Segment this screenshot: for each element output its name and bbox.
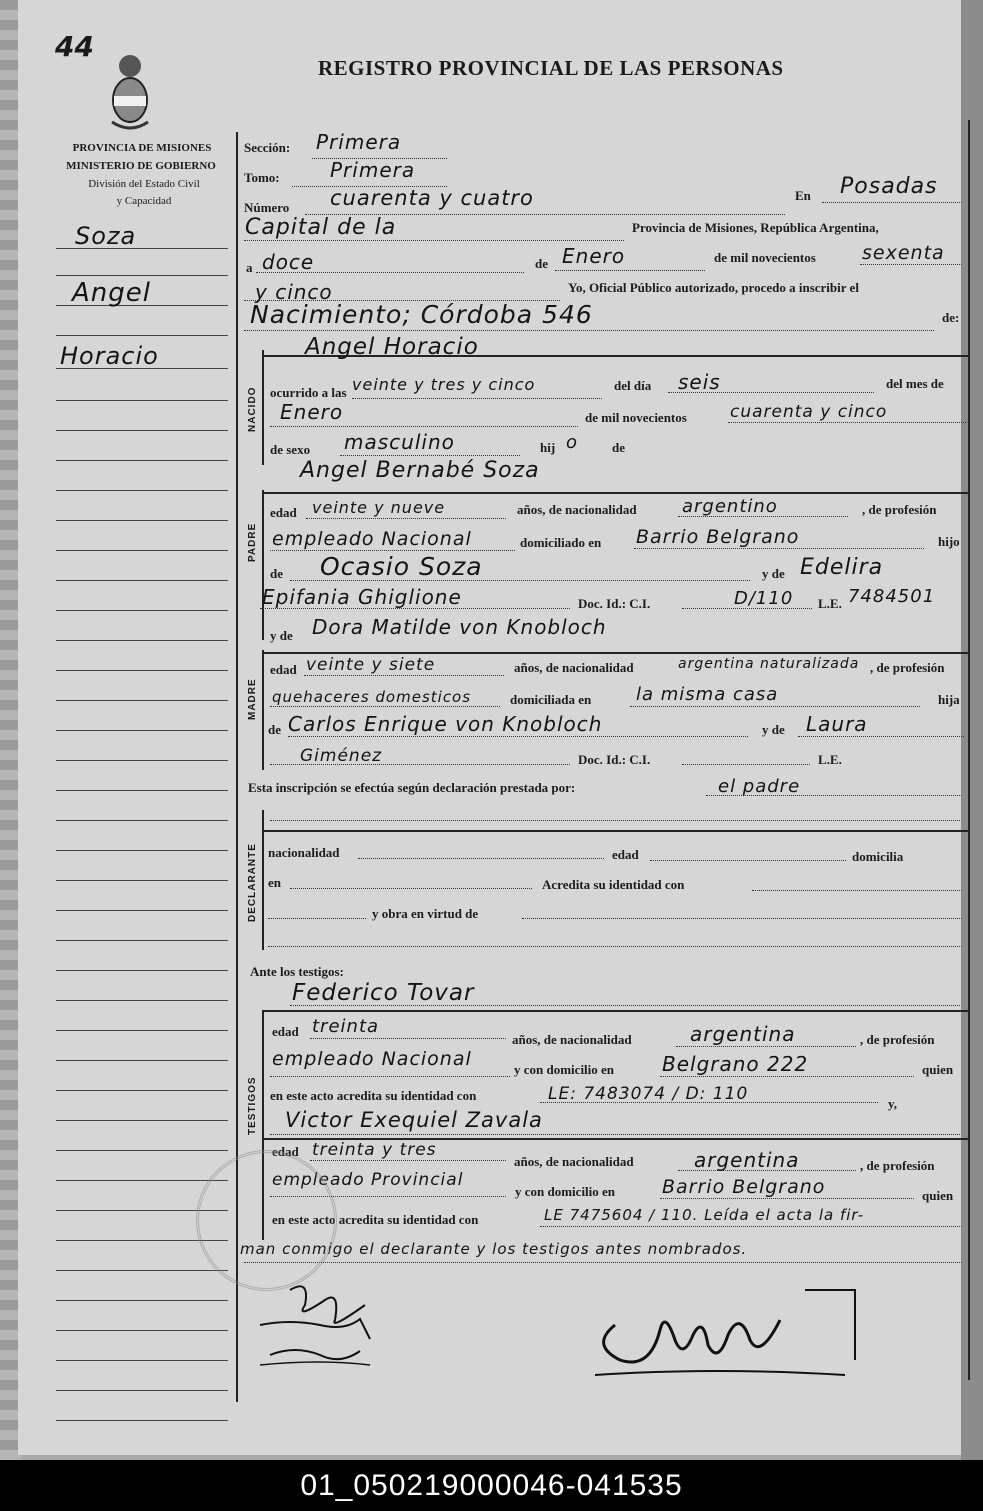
agency-line-2: MINISTERIO DE GOBIERNO: [66, 160, 216, 172]
label-hijo: hijo: [938, 534, 960, 549]
label-madre-nac: años, de nacionalidad: [514, 660, 634, 675]
value-t2-dom: Barrio Belgrano: [662, 1176, 826, 1198]
nacido-bracket: [262, 350, 264, 465]
section-madre: MADRE: [247, 678, 258, 720]
label-en-decl: en: [268, 875, 281, 890]
label-t2-prof: , de profesión: [860, 1158, 935, 1173]
label-y-de: y de: [762, 566, 785, 581]
value-mes: Enero: [562, 244, 626, 268]
value-cierre: man conmigo el declarante y los testigos antes nombrados.: [240, 1240, 748, 1258]
label-t2-edad: edad: [272, 1144, 299, 1159]
label-t1-quien: quien: [922, 1062, 954, 1077]
label-y-de-m: y de: [762, 722, 785, 737]
label-obra: y obra en virtud de: [372, 906, 479, 921]
value-numero: cuarenta y cuatro: [330, 186, 534, 210]
label-le-madre: L.E.: [818, 752, 842, 767]
value-testigo-2: Victor Exequiel Zavala: [285, 1108, 543, 1132]
label-y-de-madre: y de: [270, 628, 293, 643]
value-ano-nac: cuarenta y cinco: [730, 402, 888, 422]
value-hij: o: [566, 432, 579, 453]
value-mes-nac: Enero: [280, 400, 344, 424]
value-padre-prof: empleado Nacional: [272, 528, 472, 550]
value-padre-dom: Barrio Belgrano: [636, 526, 800, 548]
right-page-edge: [961, 0, 983, 1460]
value-ano: sexenta: [862, 242, 945, 264]
value-testigo-1: Federico Tovar: [292, 980, 475, 1006]
agency-line-3: División del Estado Civil: [88, 178, 200, 190]
value-padre-le: 7484501: [848, 586, 936, 607]
label-de-mil: de mil novecientos: [714, 250, 816, 265]
label-ocurrido: ocurrido a las: [270, 385, 347, 400]
label-testigos: Ante los testigos:: [250, 964, 344, 979]
value-madre-prof: quehaceres domesticos: [272, 688, 472, 706]
label-de-mil-2: de mil novecientos: [585, 410, 687, 425]
label-numero: Número: [244, 200, 290, 215]
value-t2-doc: LE 7475604 / 110. Leída el acta la fir-: [544, 1206, 865, 1224]
value-capital: Capital de la: [245, 215, 397, 240]
value-ano-cont: y cinco: [255, 280, 333, 304]
label-doc-madre: Doc. Id.: C.I.: [578, 752, 651, 767]
label-t1-edad: edad: [272, 1024, 299, 1039]
divider-5: [262, 1010, 968, 1012]
signature-official: [585, 1275, 865, 1390]
label-de: de: [535, 256, 548, 271]
divider-3: [262, 652, 968, 654]
agency-line-4: y Capacidad: [116, 195, 172, 207]
page-number: 44: [55, 30, 94, 63]
madre-bracket: [262, 650, 264, 770]
coat-of-arms-icon: [108, 52, 152, 134]
value-padre-nac: argentino: [682, 496, 778, 517]
label-acredita: Acredita su identidad con: [542, 877, 685, 892]
label-nacionalidad: nacionalidad: [268, 845, 340, 860]
value-dia: doce: [262, 250, 315, 274]
value-hora: veinte y tres y cinco: [352, 375, 536, 394]
label-t1-dom: y con domicilio en: [514, 1062, 615, 1077]
value-madre-nac: argentina naturalizada: [678, 656, 860, 672]
value-t2-nac: argentina: [694, 1148, 800, 1172]
label-provincia: Provincia de Misiones, República Argentina,: [632, 220, 879, 235]
value-abuela-m: Laura: [806, 712, 868, 736]
label-inscripcion: Esta inscripción se efectúa según declaración prestada por:: [248, 780, 576, 795]
label-padre-prof: , de profesión: [862, 502, 937, 517]
padre-bracket: [262, 490, 264, 640]
margin-surname: Soza: [75, 222, 137, 250]
label-y-comma: y,: [888, 1096, 898, 1111]
label-t2-acto: en este acto acredita su identidad con: [272, 1212, 479, 1227]
label-edad-decl: edad: [612, 847, 639, 862]
value-abuelo-m: Carlos Enrique von Knobloch: [288, 712, 603, 736]
label-t2-nac: años, de nacionalidad: [514, 1154, 634, 1169]
label-de-abuelo: de: [270, 566, 283, 581]
label-le-padre: L.E.: [818, 596, 842, 611]
signature-declarante: [250, 1270, 390, 1395]
label-en: En: [795, 188, 811, 203]
section-nacido: NACIDO: [247, 386, 258, 432]
label-tomo: Tomo:: [244, 170, 280, 185]
label-domicilia: domicilia: [852, 849, 904, 864]
value-abuela: Edelira: [800, 555, 884, 580]
label-de-abuelo-m: de: [268, 722, 281, 737]
label-hij: hij: [540, 440, 556, 455]
margin-second-name: Horacio: [60, 342, 159, 370]
value-abuelo: Ocasio Soza: [320, 552, 483, 581]
label-sexo: de sexo: [270, 442, 311, 457]
divider-2: [262, 492, 968, 494]
value-sexo: masculino: [344, 430, 455, 454]
scan-reference: 01_050219000046-041535: [0, 1460, 983, 1511]
value-dia-nac: seis: [678, 370, 721, 394]
label-del-dia: del día: [614, 378, 652, 393]
value-t2-prof: empleado Provincial: [272, 1170, 464, 1190]
section-declarante: DECLARANTE: [247, 843, 258, 922]
margin-first-name: Angel: [72, 278, 151, 308]
value-t2-edad: treinta y tres: [312, 1140, 437, 1160]
label-del-mes: del mes de: [886, 376, 944, 391]
value-madre-dom: la misma casa: [636, 684, 779, 705]
label-de-2: de: [612, 440, 625, 455]
label-de-colon: de:: [942, 310, 960, 325]
value-madre-edad: veinte y siete: [306, 655, 436, 675]
label-padre-edad: edad: [270, 505, 297, 520]
label-t1-prof: , de profesión: [860, 1032, 935, 1047]
value-padre-edad: veinte y nueve: [312, 498, 446, 517]
value-padre: Angel Bernabé Soza: [300, 458, 540, 483]
value-padre-doc: D/110: [734, 588, 794, 609]
value-t1-doc: LE: 7483074 / D: 110: [548, 1084, 749, 1104]
label-padre-nac: años, de nacionalidad: [517, 502, 637, 517]
label-hija: hija: [938, 692, 960, 707]
value-abuela-2: Epifania Ghiglione: [262, 585, 462, 609]
label-madre-prof: , de profesión: [870, 660, 945, 675]
agency-line-1: PROVINCIA DE MISIONES: [72, 142, 212, 154]
label-oficial: Yo, Oficial Público autorizado, procedo a inscribir el: [568, 280, 859, 295]
label-a: a: [246, 260, 253, 275]
label-domiciliado: domiciliado en: [520, 535, 602, 550]
page-title: REGISTRO PROVINCIAL DE LAS PERSONAS: [318, 56, 784, 80]
label-t1-nac: años, de nacionalidad: [512, 1032, 632, 1047]
value-nombre: Angel Horacio: [305, 334, 479, 360]
value-seccion: Primera: [316, 130, 402, 154]
label-t1-acto: en este acto acredita su identidad con: [270, 1088, 477, 1103]
label-t2-quien: quien: [922, 1188, 954, 1203]
section-testigos: TESTIGOS: [247, 1076, 258, 1135]
value-madre: Dora Matilde von Knobloch: [312, 615, 607, 639]
label-doc-padre: Doc. Id.: C.I.: [578, 596, 651, 611]
value-t1-dom: Belgrano 222: [662, 1052, 809, 1076]
value-tomo: Primera: [330, 158, 416, 182]
divider-4: [262, 830, 968, 832]
value-t1-nac: argentina: [690, 1022, 796, 1046]
form-border-right: [968, 120, 970, 1380]
value-lugar: Posadas: [840, 174, 938, 199]
label-domiciliada: domiciliada en: [510, 692, 592, 707]
value-t1-prof: empleado Nacional: [272, 1048, 472, 1070]
label-t2-dom: y con domicilio en: [515, 1184, 616, 1199]
value-abuela-m-2: Giménez: [300, 746, 383, 766]
value-nacimiento: Nacimiento; Córdoba 546: [250, 300, 593, 329]
label-madre-edad: edad: [270, 662, 297, 677]
label-seccion: Sección:: [244, 140, 291, 155]
section-padre: PADRE: [247, 522, 258, 562]
value-declarante: el padre: [718, 776, 801, 797]
value-t1-edad: treinta: [312, 1016, 380, 1037]
